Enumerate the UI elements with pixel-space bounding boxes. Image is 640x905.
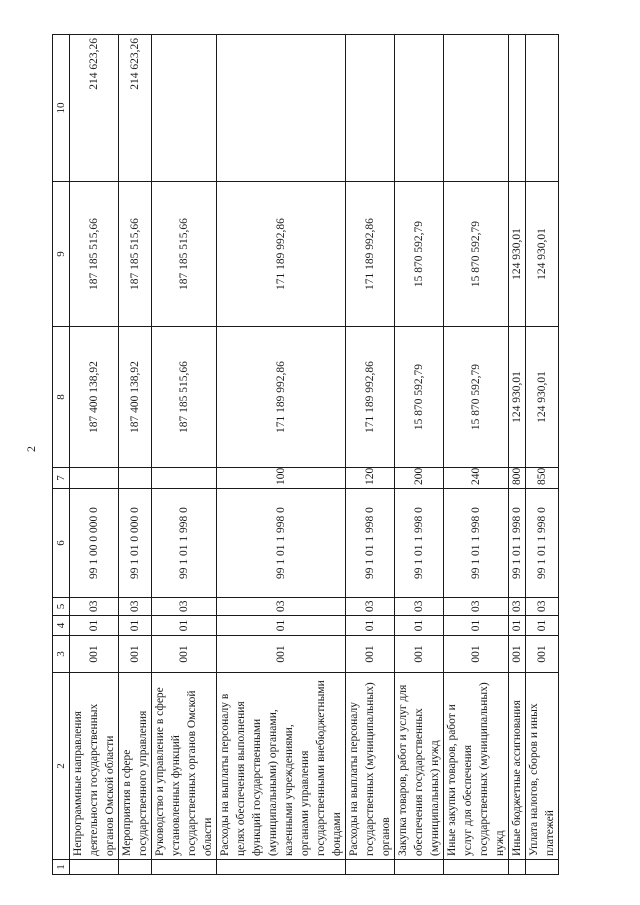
cell-section: 01 bbox=[119, 616, 152, 636]
cell-amount-9: 187 185 515,66 bbox=[119, 182, 152, 327]
cell-amount-10: 214 623,26 bbox=[119, 35, 152, 182]
cell-amount-9: 187 185 515,66 bbox=[152, 182, 217, 327]
cell-amount-10 bbox=[509, 35, 526, 182]
cell-amount-9: 187 185 515,66 bbox=[70, 182, 119, 327]
header-cell: 5 bbox=[53, 598, 70, 616]
cell-amount-9: 15 870 592,79 bbox=[395, 182, 444, 327]
cell-target-article: 99 1 01 1 998 0 bbox=[346, 489, 395, 598]
header-cell: 2 bbox=[53, 673, 70, 860]
cell-name: Руководство и управление в сфере установленных функций государственных органов Омской области bbox=[152, 673, 217, 860]
cell-subsection: 03 bbox=[70, 598, 119, 616]
cell-grbs: 001 bbox=[395, 636, 444, 673]
header-cell: 1 bbox=[53, 860, 70, 875]
cell-amount-9: 124 930,01 bbox=[509, 182, 526, 327]
cell-target-article: 99 1 01 1 998 0 bbox=[152, 489, 217, 598]
cell-expense-type bbox=[119, 468, 152, 489]
cell-num bbox=[395, 860, 444, 875]
table-row bbox=[526, 35, 559, 875]
cell-amount-9: 15 870 592,79 bbox=[444, 182, 509, 327]
page-number: 2 bbox=[24, 446, 38, 452]
table-row bbox=[119, 35, 152, 875]
cell-expense-type bbox=[70, 468, 119, 489]
cell-section: 01 bbox=[444, 616, 509, 636]
cell-section: 01 bbox=[70, 616, 119, 636]
cell-grbs: 001 bbox=[444, 636, 509, 673]
cell-amount-9: 124 930,01 bbox=[526, 182, 559, 327]
header-cell: 4 bbox=[53, 616, 70, 636]
cell-name: Закупка товаров, работ и услуг для обеспечения государственных (муниципальных) нужд bbox=[395, 673, 444, 860]
table-row bbox=[217, 35, 346, 875]
cell-target-article: 99 1 00 0 000 0 bbox=[70, 489, 119, 598]
cell-num bbox=[526, 860, 559, 875]
header-cell: 10 bbox=[53, 35, 70, 182]
cell-section: 01 bbox=[395, 616, 444, 636]
cell-grbs: 001 bbox=[152, 636, 217, 673]
cell-num bbox=[152, 860, 217, 875]
cell-name: Иные бюджетные ассигнования bbox=[509, 673, 526, 860]
header-cell: 8 bbox=[53, 327, 70, 468]
cell-num bbox=[217, 860, 346, 875]
table-row bbox=[444, 35, 509, 875]
cell-grbs: 001 bbox=[119, 636, 152, 673]
cell-grbs: 001 bbox=[509, 636, 526, 673]
cell-expense-type: 850 bbox=[526, 468, 559, 489]
cell-name: Мероприятия в сфере государственного управления bbox=[119, 673, 152, 860]
table-row bbox=[346, 35, 395, 875]
cell-amount-8: 187 400 138,92 bbox=[70, 327, 119, 468]
cell-subsection: 03 bbox=[444, 598, 509, 616]
cell-amount-10 bbox=[526, 35, 559, 182]
cell-grbs: 001 bbox=[217, 636, 346, 673]
cell-grbs: 001 bbox=[346, 636, 395, 673]
cell-name: Уплата налогов, сборов и иных платежей bbox=[526, 673, 559, 860]
header-cell: 7 bbox=[53, 468, 70, 489]
cell-expense-type: 120 bbox=[346, 468, 395, 489]
cell-amount-10 bbox=[444, 35, 509, 182]
cell-name: Иные закупки товаров, работ и услуг для обеспечения государственных (муниципальных) нужд bbox=[444, 673, 509, 860]
cell-subsection: 03 bbox=[526, 598, 559, 616]
cell-subsection: 03 bbox=[217, 598, 346, 616]
cell-amount-10 bbox=[346, 35, 395, 182]
cell-subsection: 03 bbox=[395, 598, 444, 616]
cell-amount-8: 171 189 992,86 bbox=[217, 327, 346, 468]
cell-section: 01 bbox=[346, 616, 395, 636]
cell-expense-type bbox=[152, 468, 217, 489]
cell-subsection: 03 bbox=[509, 598, 526, 616]
table-row bbox=[395, 35, 444, 875]
cell-subsection: 03 bbox=[119, 598, 152, 616]
cell-amount-9: 171 189 992,86 bbox=[346, 182, 395, 327]
cell-amount-8: 15 870 592,79 bbox=[444, 327, 509, 468]
cell-expense-type: 200 bbox=[395, 468, 444, 489]
cell-target-article: 99 1 01 1 998 0 bbox=[217, 489, 346, 598]
cell-amount-8: 187 185 515,66 bbox=[152, 327, 217, 468]
cell-num bbox=[444, 860, 509, 875]
cell-amount-10 bbox=[217, 35, 346, 182]
budget-table bbox=[52, 34, 559, 875]
cell-grbs: 001 bbox=[70, 636, 119, 673]
cell-expense-type: 800 bbox=[509, 468, 526, 489]
cell-section: 01 bbox=[217, 616, 346, 636]
cell-num bbox=[509, 860, 526, 875]
cell-target-article: 99 1 01 1 998 0 bbox=[526, 489, 559, 598]
cell-name: Расходы на выплаты персоналу в целях обеспечения выполнения функций государственными (муниципальными) органами, казенными учреждениями, органами управления государственными внебюджетными фондами bbox=[217, 673, 346, 860]
cell-amount-9: 171 189 992,86 bbox=[217, 182, 346, 327]
cell-name: Непрограммные направления деятельности государственных органов Омской области bbox=[70, 673, 119, 860]
cell-amount-8: 187 400 138,92 bbox=[119, 327, 152, 468]
header-row bbox=[53, 35, 70, 875]
cell-target-article: 99 1 01 0 000 0 bbox=[119, 489, 152, 598]
header-cell: 6 bbox=[53, 489, 70, 598]
cell-section: 01 bbox=[152, 616, 217, 636]
header-cell: 9 bbox=[53, 182, 70, 327]
header-cell: 3 bbox=[53, 636, 70, 673]
table-row bbox=[509, 35, 526, 875]
cell-amount-8: 171 189 992,86 bbox=[346, 327, 395, 468]
rotated-table-container bbox=[52, 38, 556, 875]
cell-target-article: 99 1 01 1 998 0 bbox=[444, 489, 509, 598]
table-body bbox=[70, 35, 559, 875]
cell-section: 01 bbox=[526, 616, 559, 636]
cell-amount-8: 15 870 592,79 bbox=[395, 327, 444, 468]
cell-grbs: 001 bbox=[526, 636, 559, 673]
cell-amount-10 bbox=[395, 35, 444, 182]
cell-num bbox=[346, 860, 395, 875]
table-row bbox=[152, 35, 217, 875]
cell-subsection: 03 bbox=[152, 598, 217, 616]
table-header bbox=[53, 35, 70, 875]
cell-target-article: 99 1 01 1 998 0 bbox=[395, 489, 444, 598]
cell-num bbox=[70, 860, 119, 875]
cell-amount-8: 124 930,01 bbox=[509, 327, 526, 468]
cell-expense-type: 240 bbox=[444, 468, 509, 489]
cell-section: 01 bbox=[509, 616, 526, 636]
cell-target-article: 99 1 01 1 998 0 bbox=[509, 489, 526, 598]
cell-name: Расходы на выплаты персоналу государственных (муниципальных) органов bbox=[346, 673, 395, 860]
cell-num bbox=[119, 860, 152, 875]
cell-amount-8: 124 930,01 bbox=[526, 327, 559, 468]
cell-subsection: 03 bbox=[346, 598, 395, 616]
cell-amount-10 bbox=[152, 35, 217, 182]
cell-amount-10: 214 623,26 bbox=[70, 35, 119, 182]
cell-expense-type: 100 bbox=[217, 468, 346, 489]
table-row bbox=[70, 35, 119, 875]
